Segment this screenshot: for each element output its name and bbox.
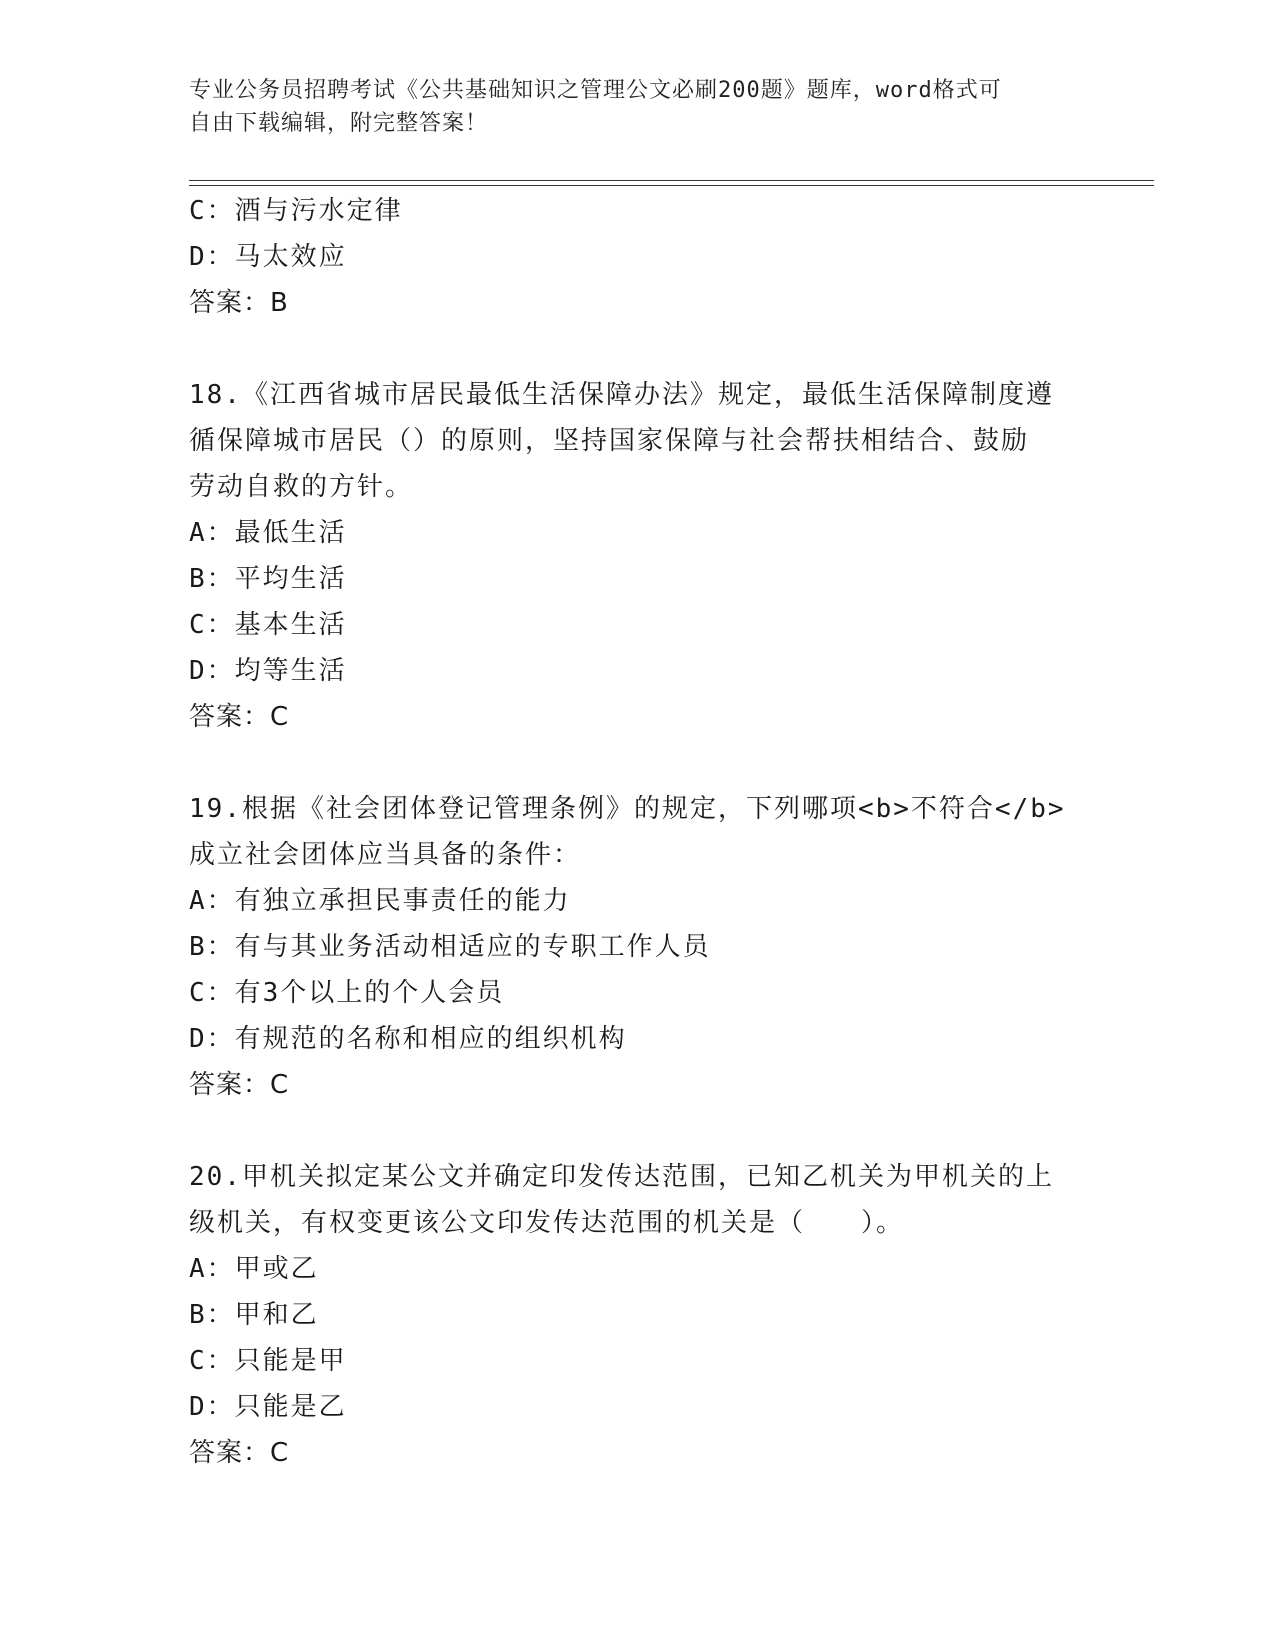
answer: 答案：C [189, 1070, 290, 1100]
document-body [189, 188, 1089, 1476]
question-stem-line: 20.甲机关拟定某公文并确定印发传达范围，已知乙机关为甲机关的上 [189, 1162, 1054, 1192]
option-d: D：均等生活 [189, 656, 347, 686]
question-19 [189, 786, 1089, 1108]
option-d: D：只能是乙 [189, 1392, 347, 1422]
option-c: C：只能是甲 [189, 1346, 347, 1376]
option-c: C：酒与污水定律 [189, 196, 403, 226]
header-line-2: 自由下载编辑，附完整答案！ [189, 111, 489, 136]
option-c: C：基本生活 [189, 610, 347, 640]
header-divider [189, 180, 1154, 186]
answer: 答案：C [189, 1438, 290, 1468]
question-stem-line: 19.根据《社会团体登记管理条例》的规定，下列哪项<b>不符合</b> [189, 794, 1066, 824]
option-b: B：平均生活 [189, 564, 347, 594]
question-18 [189, 372, 1089, 740]
question-stem-line: 成立社会团体应当具备的条件： [189, 840, 582, 870]
question-20 [189, 1154, 1089, 1476]
answer: 答案：C [189, 702, 290, 732]
previous-question-tail [189, 188, 1089, 326]
page-header [189, 74, 1089, 140]
header-line-1: 专业公务员招聘考试《公共基础知识之管理公文必刷200题》题库，word格式可 [189, 78, 1002, 103]
question-stem-line: 18.《江西省城市居民最低生活保障办法》规定，最低生活保障制度遵 [189, 380, 1054, 410]
question-stem-line: 级机关，有权变更该公文印发传达范围的机关是（ ）。 [189, 1208, 905, 1238]
option-a: A：最低生活 [189, 518, 347, 548]
option-a: A：有独立承担民事责任的能力 [189, 886, 571, 916]
question-stem-line: 劳动自救的方针。 [189, 472, 414, 502]
question-stem-line: 循保障城市居民（）的原则，坚持国家保障与社会帮扶相结合、鼓励 [189, 426, 1030, 456]
option-d: D：马太效应 [189, 242, 347, 272]
option-c: C：有3个以上的个人会员 [189, 978, 505, 1008]
answer: 答案：B [189, 288, 289, 318]
option-d: D：有规范的名称和相应的组织机构 [189, 1024, 627, 1054]
option-b: B：甲和乙 [189, 1300, 319, 1330]
option-a: A：甲或乙 [189, 1254, 319, 1284]
option-b: B：有与其业务活动相适应的专职工作人员 [189, 932, 711, 962]
